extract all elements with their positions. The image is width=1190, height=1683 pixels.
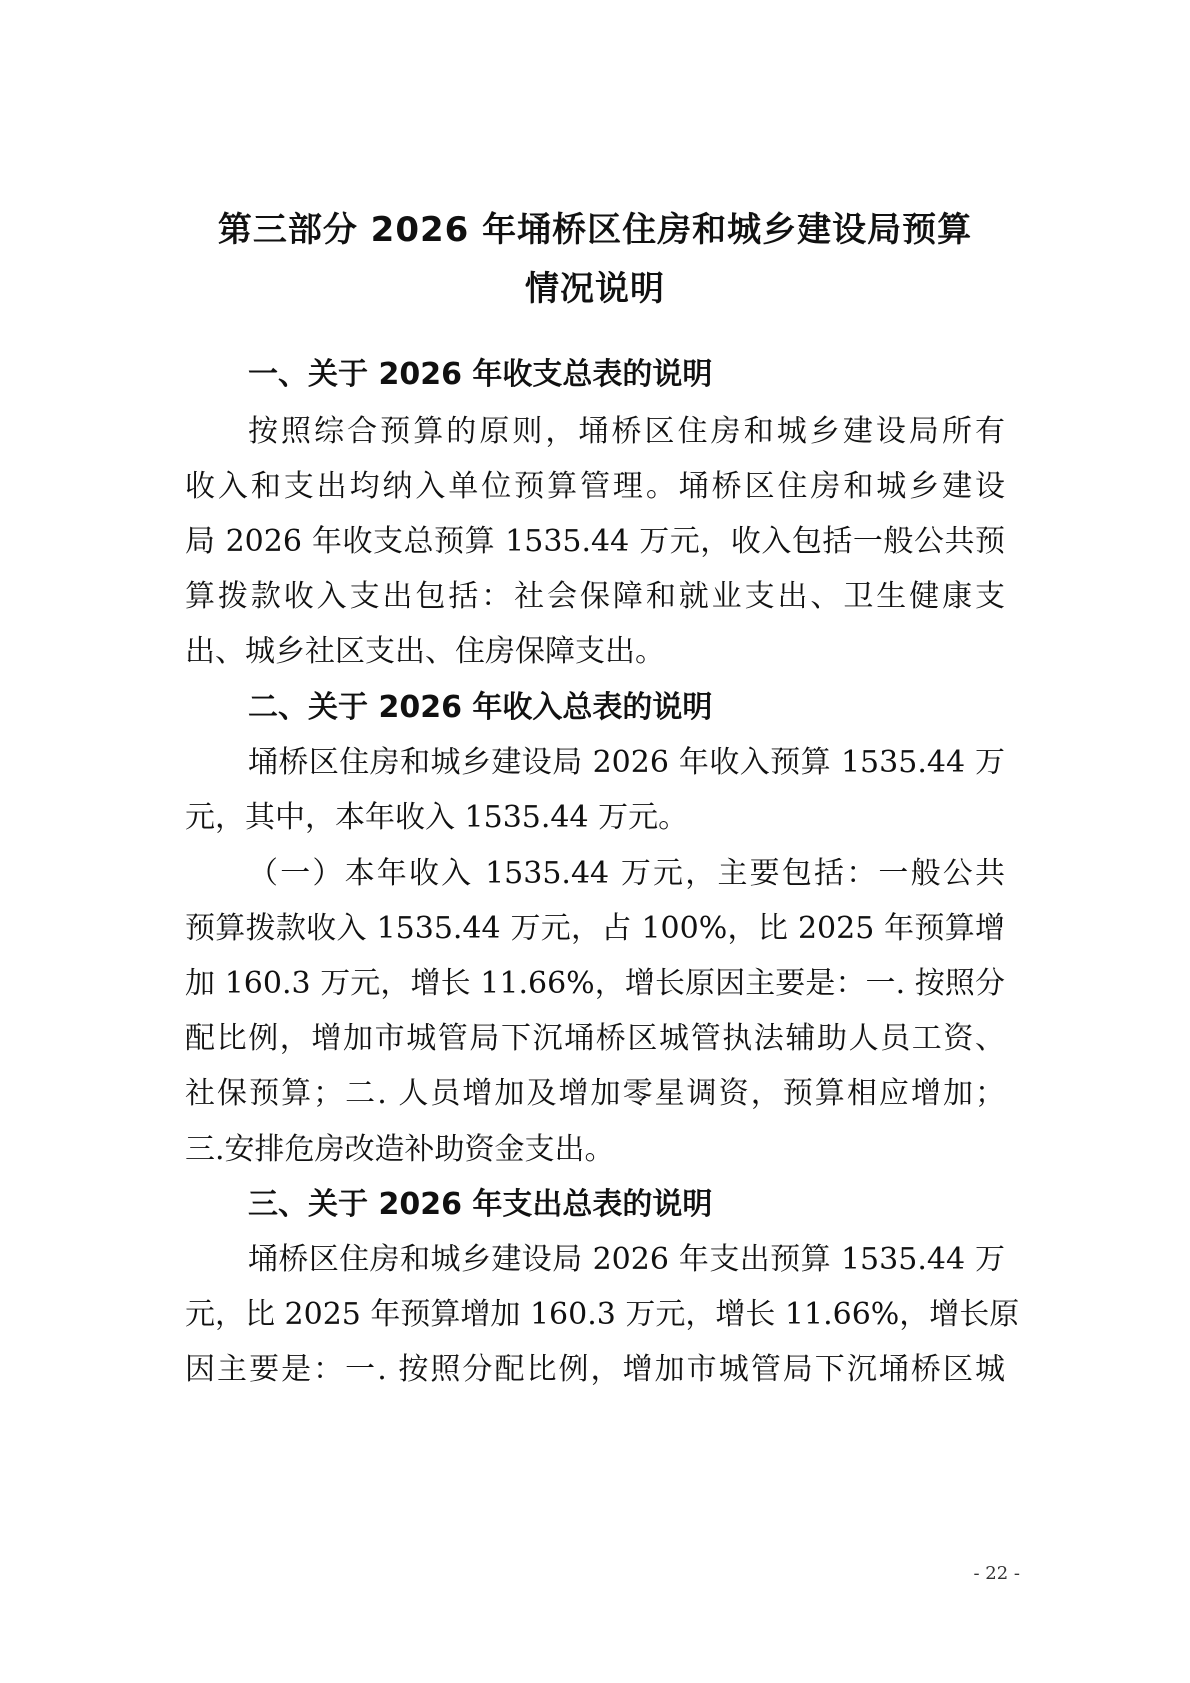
paragraph-line: 预算拨款收入 1535.44 万元，占 100%，比 2025 年预算增 — [185, 911, 1005, 946]
section-heading-1: 一、关于 2026 年收支总表的说明 — [248, 357, 713, 392]
paragraph-line: （一）本年收入 1535.44 万元，主要包括：一般公共 — [248, 856, 1005, 891]
paragraph-line: 加 160.3 万元，增长 11.66%，增长原因主要是：一. 按照分 — [185, 966, 1005, 1001]
paragraph-line: 配比例，增加市城管局下沉埇桥区城管执法辅助人员工资、 — [185, 1021, 1005, 1056]
paragraph-line: 出、城乡社区支出、住房保障支出。 — [185, 634, 665, 669]
paragraph-line: 埇桥区住房和城乡建设局 2026 年收入预算 1535.44 万 — [248, 745, 1005, 780]
paragraph-line: 社保预算；二. 人员增加及增加零星调资，预算相应增加； — [185, 1076, 1005, 1111]
paragraph-line: 埇桥区住房和城乡建设局 2026 年支出预算 1535.44 万 — [248, 1242, 1005, 1277]
section-heading-2: 二、关于 2026 年收入总表的说明 — [248, 690, 713, 725]
paragraph-line: 算拨款收入支出包括：社会保障和就业支出、卫生健康支 — [185, 579, 1005, 614]
page-number: - 22 - — [973, 1563, 1020, 1584]
section-heading-3: 三、关于 2026 年支出总表的说明 — [248, 1187, 713, 1222]
paragraph-line: 收入和支出均纳入单位预算管理。埇桥区住房和城乡建设 — [185, 469, 1005, 504]
page-title-line-1: 第三部分 2026 年埇桥区住房和城乡建设局预算 — [217, 210, 973, 250]
paragraph-line: 局 2026 年收支总预算 1535.44 万元，收入包括一般公共预 — [185, 524, 1005, 559]
page-title-line-2: 情况说明 — [525, 269, 665, 309]
paragraph-line: 元，其中，本年收入 1535.44 万元。 — [185, 800, 689, 835]
paragraph-line: 按照综合预算的原则，埇桥区住房和城乡建设局所有 — [248, 414, 1005, 449]
paragraph-line: 元，比 2025 年预算增加 160.3 万元，增长 11.66%，增长原 — [185, 1297, 1020, 1332]
paragraph-line: 三.安排危房改造补助资金支出。 — [185, 1132, 615, 1167]
paragraph-line: 因主要是：一. 按照分配比例，增加市城管局下沉埇桥区城 — [185, 1352, 1005, 1387]
